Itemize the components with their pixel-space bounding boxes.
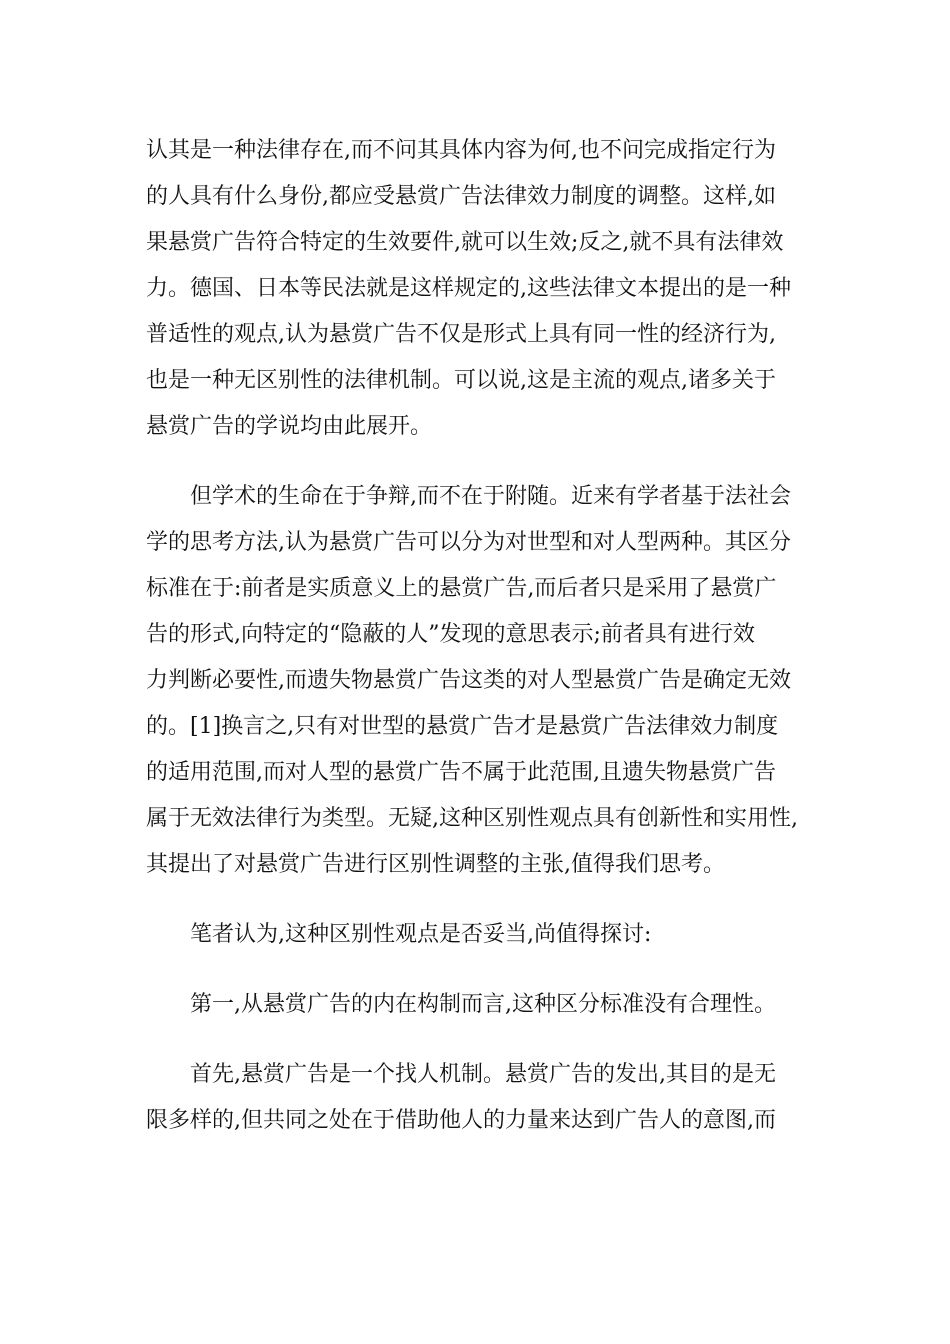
paragraph-3: [146, 912, 810, 958]
text-line: 第一,从悬赏广告的内在构制而言,这种区分标准没有合理性。: [190, 992, 776, 1017]
text-line: 的人具有什么身份,都应受悬赏广告法律效力制度的调整。这样,如: [146, 184, 776, 209]
text-line: 学的思考方法,认为悬赏广告可以分为对世型和对人型两种。其区分: [146, 530, 791, 555]
text-line: 告的形式,向特定的“隐蔽的人”发现的意思表示;前者具有进行效: [146, 622, 755, 647]
paragraph-4: [146, 982, 810, 1028]
paragraph-5: [146, 1052, 810, 1144]
text-line: 普适性的观点,认为悬赏广告不仅是形式上具有同一性的经济行为,: [146, 322, 776, 347]
text-line: 果悬赏广告符合特定的生效要件,就可以生效;反之,就不具有法律效: [146, 230, 784, 255]
text-line: 笔者认为,这种区别性观点是否妥当,尚值得探讨:: [190, 922, 652, 947]
text-line: 限多样的,但共同之处在于借助他人的力量来达到广告人的意图,而: [146, 1108, 776, 1133]
text-line: 标准在于:前者是实质意义上的悬赏广告,而后者只是采用了悬赏广: [146, 576, 777, 601]
paragraph-1: [146, 128, 810, 450]
text-line: 力判断必要性,而遗失物悬赏广告这类的对人型悬赏广告是确定无效: [146, 668, 791, 693]
text-line: 首先,悬赏广告是一个找人机制。悬赏广告的发出,其目的是无: [190, 1062, 776, 1087]
paragraph-2: [146, 474, 810, 888]
text-line: 也是一种无区别性的法律机制。可以说,这是主流的观点,诸多关于: [146, 368, 776, 393]
text-line: 但学术的生命在于争辩,而不在于附随。近来有学者基于法社会: [190, 484, 791, 509]
text-line: 的。[1]换言之,只有对世型的悬赏广告才是悬赏广告法律效力制度: [146, 714, 779, 739]
text-line: 的适用范围,而对人型的悬赏广告不属于此范围,且遗失物悬赏广告: [146, 760, 776, 785]
text-line: 其提出了对悬赏广告进行区别性调整的主张,值得我们思考。: [146, 852, 725, 877]
text-line: 力。德国、日本等民法就是这样规定的,这些法律文本提出的是一种: [146, 276, 791, 301]
document-body: [146, 128, 810, 1168]
text-line: 认其是一种法律存在,而不问其具体内容为何,也不问完成指定行为: [146, 138, 776, 163]
text-line: 悬赏广告的学说均由此展开。: [146, 414, 433, 439]
text-line: 属于无效法律行为类型。无疑,这种区别性观点具有创新性和实用性,: [146, 806, 798, 831]
